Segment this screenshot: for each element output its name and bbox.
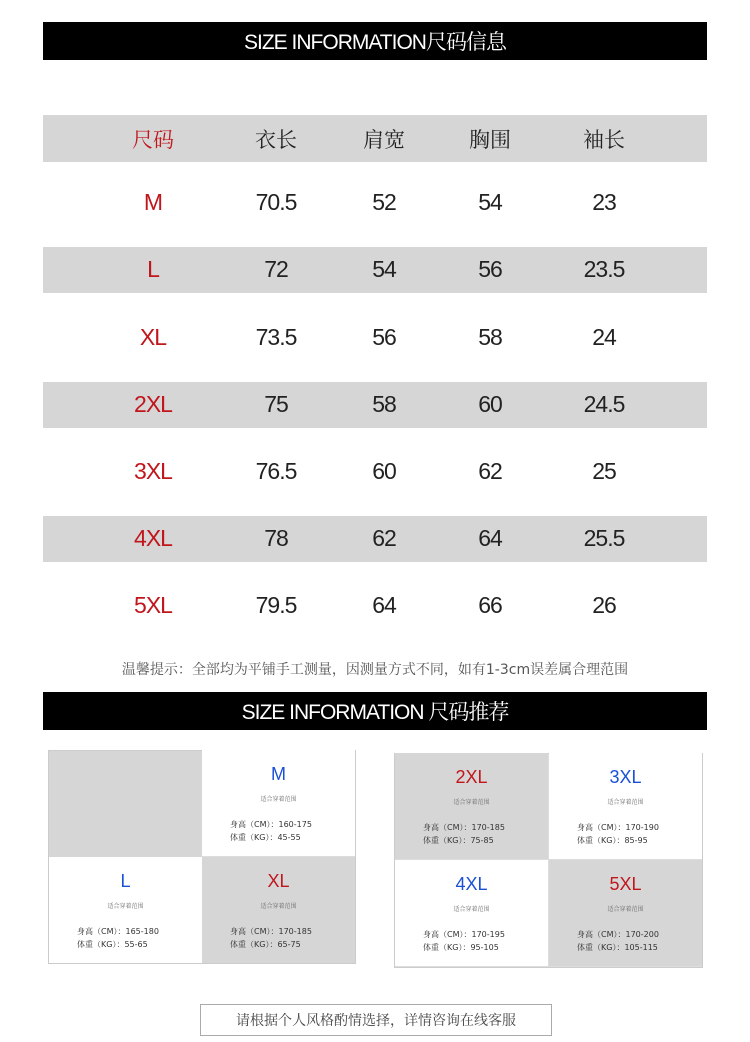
card-weight: 体重（KG）：45-55 — [230, 833, 301, 842]
size-cell: M — [143, 189, 163, 215]
size-recommendation-banner: SIZE INFORMATION 尺码推荐 — [43, 692, 707, 730]
recommend-empty-cell — [49, 751, 202, 857]
measure-cell: 58 — [478, 324, 502, 350]
measure-cell: 52 — [372, 189, 396, 215]
card-size: M — [271, 764, 286, 784]
measure-cell: 56 — [478, 256, 502, 282]
recommend-card — [202, 750, 355, 856]
card-size: XL — [267, 871, 290, 891]
card-weight: 体重（KG）：55-65 — [77, 940, 148, 949]
measure-cell: 25.5 — [583, 525, 625, 551]
footer-note: 请根据个人风格酌情选择，详情咨询在线客服 — [200, 1004, 552, 1036]
card-size: 2XL — [455, 767, 488, 787]
card-height: 身高（CM）：170-190 — [577, 823, 659, 832]
measure-cell: 66 — [478, 592, 502, 618]
measure-cell: 26 — [592, 592, 616, 618]
measure-cell: 24.5 — [583, 391, 625, 417]
header-shoulder: 肩宽 — [363, 127, 405, 152]
header-chest: 胸围 — [469, 127, 511, 152]
card-height: 身高（CM）：165-180 — [77, 927, 159, 936]
recommend-card — [202, 857, 355, 963]
card-height: 身高（CM）：170-185 — [423, 823, 505, 832]
card-height: 身高（CM）：170-200 — [577, 930, 659, 939]
card-height: 身高（CM）：170-195 — [423, 930, 505, 939]
measure-cell: 24 — [592, 324, 616, 350]
size-cell: 5XL — [134, 592, 172, 618]
table-header-row — [43, 115, 707, 162]
card-subtitle: 适合穿着范围 — [607, 799, 644, 806]
header-size: 尺码 — [132, 127, 174, 152]
recommend-card — [549, 753, 702, 859]
measure-cell: 60 — [372, 458, 396, 484]
card-weight: 体重（KG）：105-115 — [577, 943, 658, 952]
measure-cell: 60 — [478, 391, 502, 417]
card-subtitle: 适合穿着范围 — [107, 903, 144, 910]
recommend-card — [395, 753, 548, 859]
measure-cell: 79.5 — [255, 592, 297, 618]
size-cell: 2XL — [134, 391, 172, 417]
size-information-banner: SIZE INFORMATION尺码信息 — [43, 22, 707, 60]
measure-cell: 78 — [264, 525, 288, 551]
size-cell: 3XL — [134, 458, 172, 484]
card-height: 身高（CM）：170-185 — [230, 927, 312, 936]
measure-cell: 62 — [372, 525, 396, 551]
recommend-card — [395, 860, 548, 966]
measure-cell: 62 — [478, 458, 502, 484]
card-size: 5XL — [609, 874, 642, 894]
header-length: 衣长 — [255, 127, 297, 152]
header-sleeve: 袖长 — [583, 127, 625, 152]
recommend-card — [549, 860, 702, 966]
card-weight: 体重（KG）：75-85 — [423, 836, 494, 845]
card-height: 身高（CM）：160-175 — [230, 820, 312, 829]
size-cell: XL — [139, 324, 167, 350]
card-subtitle: 适合穿着范围 — [453, 799, 490, 806]
measure-cell: 25 — [592, 458, 616, 484]
recommend-card — [49, 857, 202, 963]
size-cell: 4XL — [134, 525, 172, 551]
card-subtitle: 适合穿着范围 — [453, 906, 490, 913]
measure-cell: 54 — [478, 189, 502, 215]
measure-cell: 64 — [372, 592, 396, 618]
measurement-note: 温馨提示：全部均为平铺手工测量，因测量方式不同，如有1-3cm误差属合理范围 — [121, 662, 629, 678]
card-size: L — [120, 871, 131, 891]
card-subtitle: 适合穿着范围 — [607, 906, 644, 913]
measure-cell: 73.5 — [255, 324, 297, 350]
measure-cell: 64 — [478, 525, 502, 551]
card-weight: 体重（KG）：85-95 — [577, 836, 648, 845]
card-size: 4XL — [455, 874, 488, 894]
card-weight: 体重（KG）：95-105 — [423, 943, 499, 952]
card-weight: 体重（KG）：65-75 — [230, 940, 301, 949]
size-table — [43, 115, 707, 182]
card-size: 3XL — [609, 767, 642, 787]
card-subtitle: 适合穿着范围 — [260, 796, 297, 803]
measure-cell: 72 — [264, 256, 288, 282]
measure-cell: 75 — [264, 391, 288, 417]
measure-cell: 56 — [372, 324, 396, 350]
measure-cell: 76.5 — [255, 458, 297, 484]
card-subtitle: 适合穿着范围 — [260, 903, 297, 910]
size-cell: L — [147, 256, 159, 282]
measure-cell: 23.5 — [583, 256, 625, 282]
measure-cell: 70.5 — [255, 189, 297, 215]
measure-cell: 23 — [592, 189, 616, 215]
measure-cell: 54 — [372, 256, 396, 282]
measure-cell: 58 — [372, 391, 396, 417]
